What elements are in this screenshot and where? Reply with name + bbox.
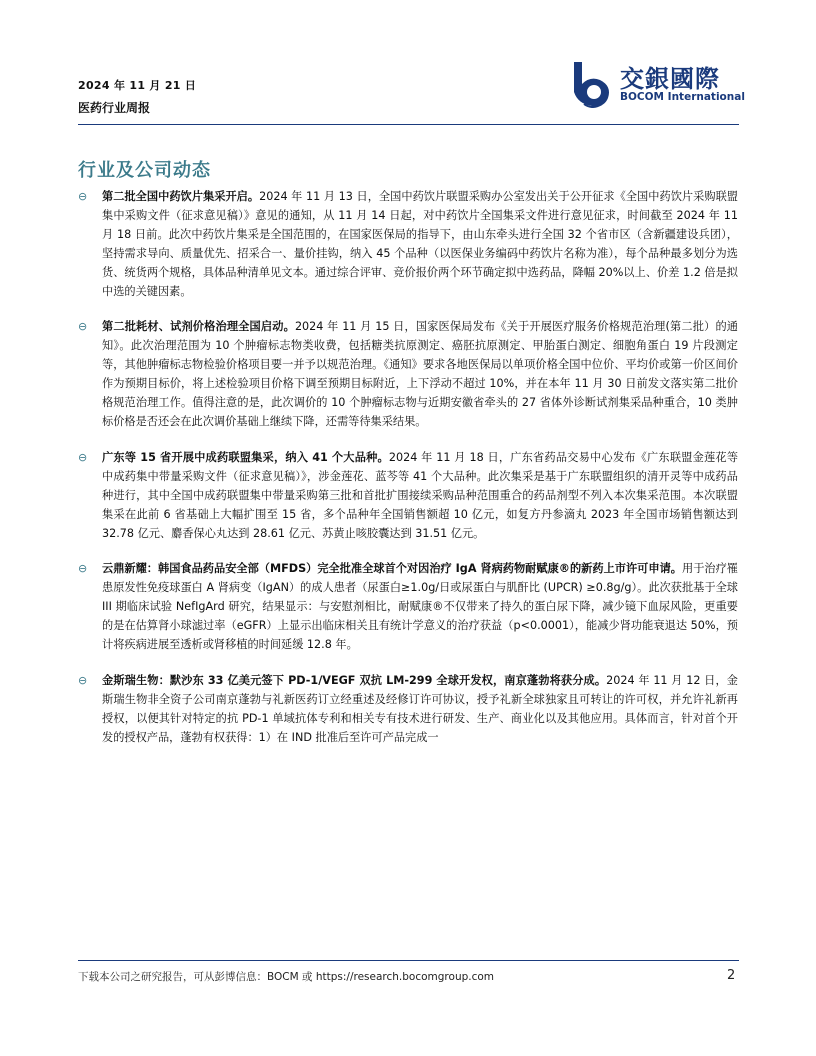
news-headline: 第二批全国中药饮片集采开启。 (102, 190, 260, 203)
news-paragraph (102, 449, 738, 544)
logo-chinese-text: 交銀國際 (620, 65, 720, 93)
page-number: 2 (727, 968, 736, 983)
bocom-logo (570, 58, 745, 108)
news-item (78, 188, 738, 301)
report-date: 2024 年 11 月 21 日 (78, 79, 197, 92)
header-divider (78, 124, 739, 125)
news-headline: 广东等 15 省开展中成药联盟集采，纳入 41 个大品种。 (102, 450, 389, 464)
news-headline: 金斯瑞生物：默沙东 33 亿美元签下 PD-1/VEGF 双抗 LM-299 全球开发权，南京蓬勃将获分成。 (102, 673, 607, 687)
circle-minus-icon: ⊖ (78, 562, 88, 576)
footer-download-note: 下载本公司之研究报告，可从彭博信息：BOCM 或 https://research.bocomgroup.com (78, 971, 495, 983)
circle-minus-icon: ⊖ (78, 190, 88, 203)
news-item (78, 318, 738, 431)
news-headline: 第二批耗材、试剂价格治理全国启动。 (102, 320, 295, 334)
report-category: 医药行业周报 (78, 101, 151, 115)
bocom-logo-mark-icon (570, 58, 614, 108)
news-paragraph (102, 318, 738, 431)
circle-minus-icon: ⊖ (78, 673, 88, 687)
news-paragraph (102, 560, 738, 655)
news-headline: 云鼎新耀：韩国食品药品安全部（MFDS）完全批准全球首个对因治疗 IgA 肾病药物耐赋康®的新药上市许可申请。 (102, 562, 682, 576)
news-body: 用于治疗罹患原发性免疫球蛋白 A 肾病变（IgAN）的成人患者（尿蛋白≥1.0g/日或尿蛋白与肌酐比 (UPCR) ≥0.8g/g）。此次获批基于全球 III 期临床试验 NefIgArd 研究，结果显示：与安慰剂相比，耐赋康®不仅带来了持久的蛋白尿下降，减少镜下血尿风险，更重要的是在估算肾小球滤过率（eGFR）上显示出临床相关且有统计学意义的治疗获益（p<0.0001），能减少肾功能衰退达 50%，预计将疾病进展至透析或肾移植的时间延缓 12.8 年。 (102, 562, 738, 652)
news-list (78, 188, 738, 765)
news-body: 2024 年 11 月 12 日，金斯瑞生物非全资子公司南京蓬勃与礼新医药订立经重述及经修订许可协议，授予礼新全球独家且可转让的许可权，并允许礼新再授权，以便其针对特定的抗 PD-1 单域抗体专利和相关专有技术进行研发、生产、商业化以及其他应用。具体而言，针对首个开发的授权产品，蓬勃有权获得：1）在 IND 批准后至许可产品完成一 (102, 673, 738, 744)
footer-divider (78, 960, 739, 961)
news-item (78, 449, 738, 544)
circle-minus-icon: ⊖ (78, 450, 88, 464)
section-title: 行业及公司动态 (78, 160, 211, 181)
news-body: 2024 年 11 月 13 日，全国中药饮片联盟采购办公室发出关于公开征求《全国中药饮片采购联盟集中采购文件（征求意见稿）》意见的通知，从 11 月 14 日起，对中药饮片全国集采文件进行意见征求，时间截至 2024 年 11 月 18 日前。此次中药饮片集采是全国范围的，在国家医保局的指导下，由山东牵头进行全国 32 个省市区（含新疆建设兵团），坚持需求导向、质量优先、招采合一、量价挂钩，纳入 45 个品种（以医保业务编码中药饮片名称为准），每个品种最多划分为选货、统货两个规格，具体品种清单见文本。通过综合评审、竞价报价两个环节确定拟中选药品，降幅 20%以上、价差 1.2 倍是拟中选的关键因素。 (102, 190, 738, 298)
news-item (78, 672, 738, 748)
news-paragraph (102, 188, 738, 301)
news-paragraph (102, 672, 738, 748)
circle-minus-icon: ⊖ (78, 320, 88, 334)
news-body: 2024 年 11 月 18 日，广东省药品交易中心发布《广东联盟金莲花等中成药集中带量采购文件（征求意见稿）》，涉金莲花、蓝芩等 41 个大品种。此次集采是基于广东联盟组织的清开灵等中成药品种进行，其中全国中成药联盟集中带量采购第三批和首批扩围接续采购品种范围重合的药品剂型不列入本次集采范围。本次联盟集采在此前 6 省基础上大幅扩围至 15 省，多个品种年全国销售额超 10 亿元，如复方丹参滴丸 2023 年全国市场销售额达到 32.78 亿元、麝香保心丸达到 28.61 亿元、苏黄止咳胶囊达到 31.51 亿元。 (102, 450, 739, 540)
news-item (78, 560, 738, 655)
news-body: 2024 年 11 月 15 日，国家医保局发布《关于开展医疗服务价格规范治理(第二批）的通知》。此次治理范围为 10 个肿瘤标志物类收费，包括糖类抗原测定、癌胚抗原测定、甲胎蛋白测定、细胞角蛋白 19 片段测定等，其他肿瘤标志物检验价格项目要一并予以规范治理。《通知》要求各地医保局以单项价格全国中位价、平均价或第一价区间价作为预期目标价，将上述检验项目价格下调至预期目标附近，上下浮动不超过 10%，并在本年 11 月 30 日前发文落实第二批价格规范治理工作。值得注意的是，此次调价的 10 个肿瘤标志物与近期安徽省牵头的 27 省体外诊断试剂集采品种重合，10 类肿标价格是否还会在此次调价基础上继续下降，还需等待集采结果。 (102, 320, 738, 428)
logo-english-text: BOCOM International (620, 91, 745, 103)
